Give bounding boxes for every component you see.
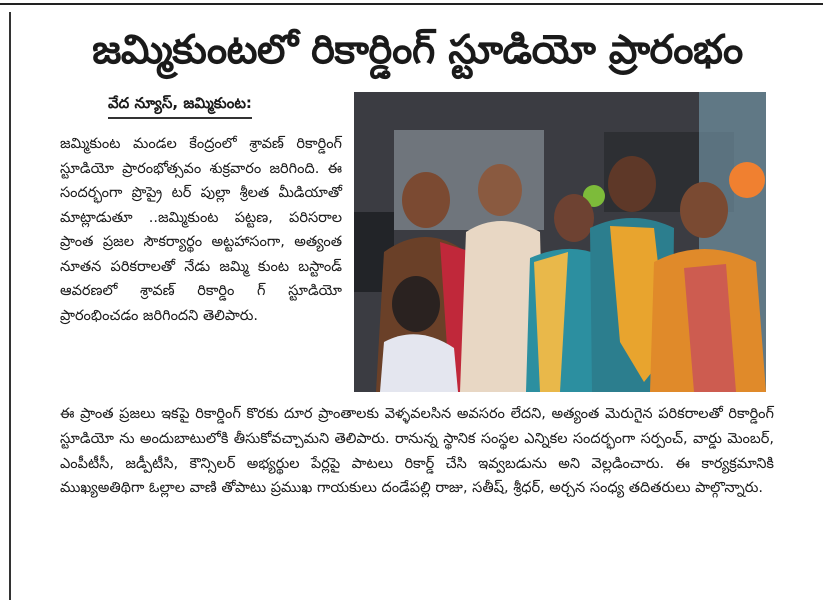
group-photo-image [354, 92, 766, 392]
news-photo [354, 92, 766, 392]
column-paragraph: జమ్మికుంట మండల కేంద్రంలో శ్రావణ్ రికార్డింగ్ స్టూడియో ప్రారంభోత్సవం శుక్రవారం జరిగింది. ఈ సందర్భంగా ప్రొప్రై టర్ పుల్లా శ్రీలత మీడియాతో మాట్లాడుతూ ..జమ్మికుంట పట్టణ, పరిసరాల ప్రాంత ప్రజల సౌకర్యార్థం అట్టహాసంగా, అత్యంత నూతన పరికరాలతో నేడు జమ్మి కుంట బస్టాండ్ ఆవరణలో శ్రావణ్ రికార్డిం గ్ స్టూడియో ప్రారంభించడం జరిగిందని తెలిపారు. [60, 136, 342, 324]
body-paragraph: ఈ ప్రాంత ప్రజలు ఇకపై రికార్డింగ్ కొరకు దూర ప్రాంతాలకు వెళ్ళవలసిన అవసరం లేదని, అత్యంత మెరుగైన పరికరాలతో రికార్డింగ్ స్టూడియో ను అందుబాటులోకి తీసుకోవచ్చామని తెలిపారు. రానున్న స్థానిక సంస్థల ఎన్నికల సందర్భంగా సర్పంచ్, వార్డు మెంబర్, ఎంపీటీసీ, జడ్పీటీసి, కౌన్సిలర్ అభ్యర్థుల పేర్లపై పాటలు రికార్డ్ చేసి ఇవ్వబడును అని వెల్లడించారు. ఈ కార్యక్రమానికి ముఖ్యఅతిథిగా ఓల్లాల వాణి తోపాటు ప్రముఖ గాయకులు దండేపల్లి రాజు, సతీష్, శ్రీధర్, అర్చన సంధ్య తదితరులు పాల్గొన్నారు. [60, 406, 774, 497]
column-rule [9, 12, 11, 600]
headline: జమ్మికుంటలో రికార్డింగ్ స్టూడియో ప్రారంభం [92, 27, 743, 73]
article-column [60, 132, 342, 328]
top-rule [0, 3, 823, 5]
article-body [60, 402, 774, 501]
dateline: వేద న్యూస్, జమ్మికుంట: [108, 94, 252, 119]
